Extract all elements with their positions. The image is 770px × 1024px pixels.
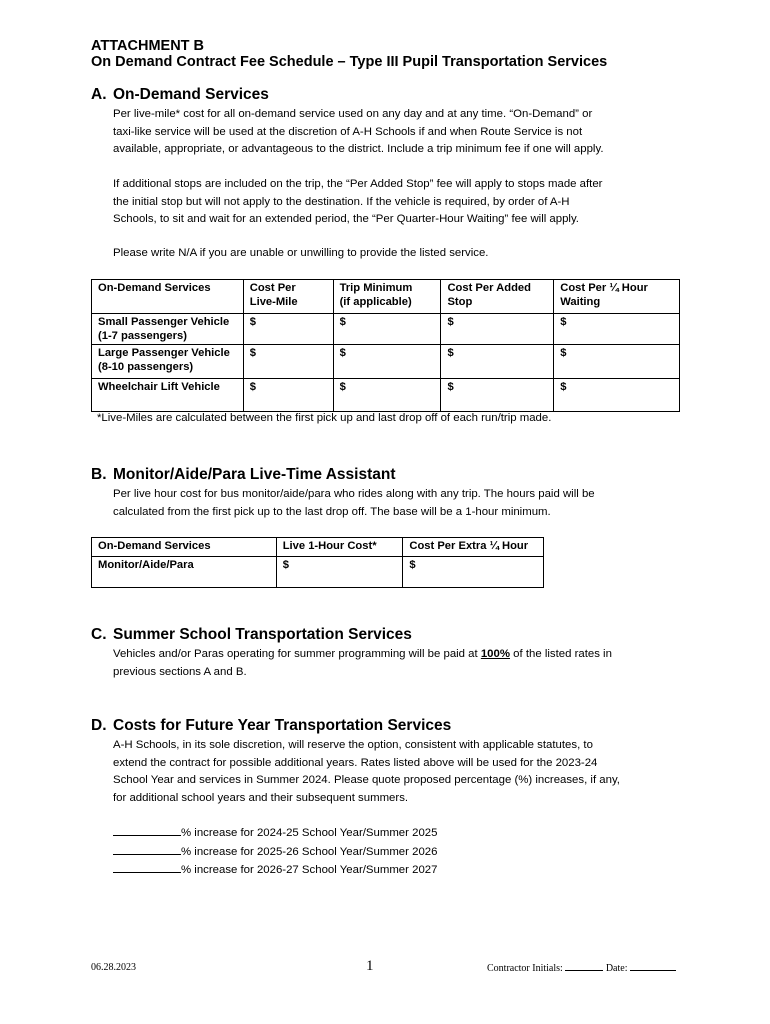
text-line: Per live hour cost for bus monitor/aide/para who rides along with any trip. The hours paid will be — [113, 488, 595, 500]
text-line: the initial stop but will not apply to the destination. If the vehicle is required, by order of A-H — [113, 195, 570, 208]
price-input-cell[interactable]: $ — [243, 379, 333, 412]
section-b-paragraph — [113, 486, 683, 521]
section-d-paragraph — [113, 737, 683, 807]
percent-input-blank[interactable] — [113, 824, 181, 836]
document-title: On Demand Contract Fee Schedule – Type III Pupil Transportation Services — [91, 54, 608, 70]
section-b-heading — [91, 466, 396, 484]
on-demand-fee-table — [91, 279, 680, 412]
section-c-paragraph — [113, 646, 683, 681]
header-cell: Cost Per Live-Mile — [243, 280, 333, 314]
text-line: If additional stops are included on the trip, the “Per Added Stop” fee will apply to stops made after — [113, 178, 603, 190]
header-cell: Cost Per ¼ Hour Waiting — [554, 280, 680, 314]
price-input-cell[interactable]: $ — [441, 314, 554, 345]
price-input-cell[interactable]: $ — [554, 345, 680, 379]
text-line: calculated from the first pick up to the last drop off. The base will be a 1-hour minimum. — [113, 505, 551, 518]
increase-line: % increase for 2026-27 School Year/Summer 2027 — [113, 861, 683, 880]
section-a-heading — [91, 86, 269, 104]
price-input-cell[interactable]: $ — [554, 379, 680, 412]
increase-line: % increase for 2024-25 School Year/Summer 2025 — [113, 824, 683, 843]
header-cell: On-Demand Services — [92, 538, 277, 557]
section-d-letter: D. — [91, 717, 107, 734]
price-input-cell[interactable]: $ — [333, 379, 441, 412]
text-line: extend the contract for possible additional years. Rates listed above will be used for the 2023-24 — [113, 756, 598, 769]
table-row — [92, 379, 680, 412]
section-a-paragraph-3 — [113, 245, 683, 263]
text-line: A-H Schools, in its sole discretion, will reserve the option, consistent with applicable statutes, to — [113, 739, 593, 751]
section-a-paragraph-2 — [113, 176, 683, 229]
header-cell: Trip Minimum (if applicable) — [333, 280, 441, 314]
service-cell: Wheelchair Lift Vehicle — [92, 379, 244, 412]
page-number: 1 — [366, 958, 374, 974]
header-cell: Live 1-Hour Cost* — [276, 538, 403, 557]
increase-line: % increase for 2025-26 School Year/Summer 2026 — [113, 843, 683, 862]
price-input-cell[interactable]: $ — [243, 314, 333, 345]
increase-list — [113, 824, 683, 880]
section-a-letter: A. — [91, 86, 107, 103]
section-b-letter: B. — [91, 466, 107, 483]
attachment-label: ATTACHMENT B — [91, 38, 205, 54]
initials-blank[interactable] — [565, 962, 603, 971]
section-c-title: Summer School Transportation Services — [113, 626, 412, 643]
service-cell: Monitor/Aide/Para — [92, 557, 277, 588]
price-input-cell[interactable]: $ — [441, 345, 554, 379]
service-cell: Small Passenger Vehicle (1-7 passengers) — [92, 314, 244, 345]
table-row — [92, 557, 544, 588]
section-c-letter: C. — [91, 626, 107, 643]
text-line: Per live-mile* cost for all on-demand service used on any day and at any time. “On-Demand” or — [113, 108, 593, 120]
text-line: available, appropriate, or advantageous to the district. Include a trip minimum fee if one will apply. — [113, 143, 604, 156]
text-line: for additional school years and their subsequent summers. — [113, 791, 409, 804]
rate-percentage: 100% — [480, 648, 510, 660]
price-input-cell[interactable]: $ — [276, 557, 403, 588]
price-input-cell[interactable]: $ — [333, 345, 441, 379]
service-cell: Large Passenger Vehicle (8-10 passengers) — [92, 345, 244, 379]
section-d-heading — [91, 717, 451, 735]
text-line: previous sections A and B. — [113, 665, 247, 678]
price-input-cell[interactable]: $ — [403, 557, 544, 588]
percent-input-blank[interactable] — [113, 861, 181, 873]
text-line: School Year and services in Summer 2024. Please quote proposed percentage (%) increases, if any, — [113, 774, 620, 787]
footer-date: 06.28.2023 — [91, 962, 136, 973]
footer-initials: Contractor Initials: Date: — [487, 962, 676, 974]
table-header-row — [92, 538, 544, 557]
section-a-title: On-Demand Services — [113, 86, 269, 103]
header-cell: Cost Per Extra ¼ Hour — [403, 538, 544, 557]
price-input-cell[interactable]: $ — [243, 345, 333, 379]
table-header-row — [92, 280, 680, 314]
table-row — [92, 314, 680, 345]
date-blank[interactable] — [630, 962, 676, 971]
monitor-fee-table — [91, 537, 544, 588]
price-input-cell[interactable]: $ — [554, 314, 680, 345]
percent-input-blank[interactable] — [113, 843, 181, 855]
text-line: Vehicles and/or Paras operating for summer programming will be paid at 100% of the listed rates in — [113, 648, 612, 660]
section-a-paragraph-1 — [113, 106, 683, 159]
text-line: Please write N/A if you are unable or unwilling to provide the listed service. — [113, 247, 489, 259]
section-c-heading — [91, 626, 412, 644]
price-input-cell[interactable]: $ — [441, 379, 554, 412]
header-cell: Cost Per Added Stop — [441, 280, 554, 314]
header-cell: On-Demand Services — [92, 280, 244, 314]
section-d-title: Costs for Future Year Transportation Services — [113, 717, 452, 734]
text-line: taxi-like service will be used at the discretion of A-H Schools if and when Route Service is not — [113, 125, 583, 138]
text-line: Schools, to sit and wait for an extended period, the “Per Quarter-Hour Waiting” fee will apply. — [113, 213, 579, 226]
price-input-cell[interactable]: $ — [333, 314, 441, 345]
section-b-title: Monitor/Aide/Para Live-Time Assistant — [113, 466, 396, 483]
table-row — [92, 345, 680, 379]
live-miles-footnote: *Live-Miles are calculated between the first pick up and last drop off of each run/trip made. — [97, 412, 552, 424]
